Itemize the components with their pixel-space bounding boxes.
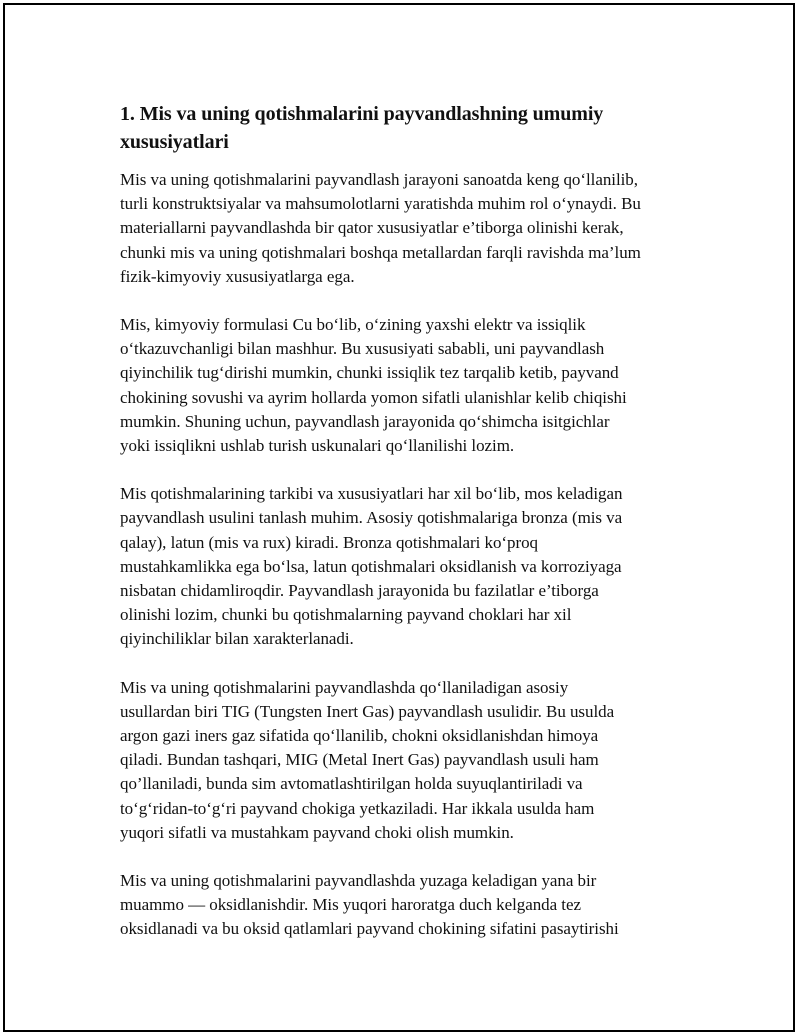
paragraph-3 [120,482,705,651]
text-line: qiyinchiliklar bilan xarakterlanadi. [120,629,354,649]
text-line: muammo — oksidlanishdir. Mis yuqori haroratga duch kelganda tez [120,895,581,915]
text-line: chokining sovushi va ayrim hollarda yomon sifatli ulanishlar kelib chiqishi [120,387,627,407]
text-line: yuqori sifatli va mustahkam payvand choki olish mumkin. [120,822,514,842]
text-line: o‘tkazuvchanligi bilan mashhur. Bu xususiyati sababli, uni payvandlash [120,339,605,359]
section-heading: 1. Mis va uning qotishmalarini payvandlashning umumiy xususiyatlari [120,103,604,153]
document-body [120,100,705,942]
text-line: Mis, kimyoviy formulasi Cu bo‘lib, o‘zining yaxshi elektr va issiqlik [120,315,586,335]
text-line: Mis va uning qotishmalarini payvandlashda qo‘llaniladigan asosiy [120,677,569,697]
text-line: qiladi. Bundan tashqari, MIG (Metal Inert Gas) payvandlash usuli ham [120,750,599,770]
text-line: Mis qotishmalarining tarkibi va xususiyatlari har xil bo‘lib, mos keladigan [120,484,623,504]
text-line: mumkin. Shuning uchun, payvandlash jarayonida qo‘shimcha isitgichlar [120,411,610,431]
text-line: qiyinchilik tug‘dirishi mumkin, chunki issiqlik tez tarqalib ketib, payvand [120,363,619,383]
text-line: nisbatan chidamliroqdir. Payvandlash jarayonida bu fazilatlar e’tiborga [120,581,599,601]
text-line: payvandlash usulini tanlash muhim. Asosiy qotishmalariga bronza (mis va [120,508,623,528]
paragraph-4 [120,676,705,845]
text-line: qalay), latun (mis va rux) kiradi. Bronza qotishmalari ko‘proq [120,532,539,552]
text-line: argon gazi iners gaz sifatida qo‘llanilib, chokni oksidlanishdan himoya [120,726,599,746]
text-line: materiallarni payvandlashda bir qator xususiyatlar e’tiborga olinishi kerak, [120,218,624,238]
page-frame [3,3,795,1032]
text-line: qo’llaniladi, bunda sim avtomatlashtirilgan holda suyuqlantiriladi va [120,774,583,794]
text-line: mustahkamlikka ega bo‘lsa, latun qotishmalari oksidlanish va korroziyaga [120,556,622,576]
text-line: usullardan biri TIG (Tungsten Inert Gas) payvandlash usulidir. Bu usulda [120,701,615,721]
text-line: fizik-kimyoviy xususiyatlarga ega. [120,266,355,286]
text-line: Mis va uning qotishmalarini payvandlashda yuzaga keladigan yana bir [120,871,597,891]
text-line: turli konstruktsiyalar va mahsumolotlarni yaratishda muhim rol o‘ynaydi. Bu [120,194,641,214]
text-line: Mis va uning qotishmalarini payvandlash jarayoni sanoatda keng qo‘llanilib, [120,170,638,189]
text-line: olinishi lozim, chunki bu qotishmalarning payvand choklari har xil [120,605,572,625]
paragraph-2 [120,313,705,458]
text-line: oksidlanadi va bu oksid qatlamlari payvand chokining sifatini pasaytirishi [120,919,619,939]
text-line: yoki issiqlikni ushlab turish uskunalari qo‘llanilishi lozim. [120,436,515,456]
text-line: chunki mis va uning qotishmalari boshqa metallardan farqli ravishda ma’lum [120,242,641,262]
paragraph-1 [120,168,705,289]
paragraph-5 [120,869,705,942]
text-line: to‘g‘ridan-to‘g‘ri payvand chokiga yetkaziladi. Har ikkala usulda ham [120,798,595,818]
